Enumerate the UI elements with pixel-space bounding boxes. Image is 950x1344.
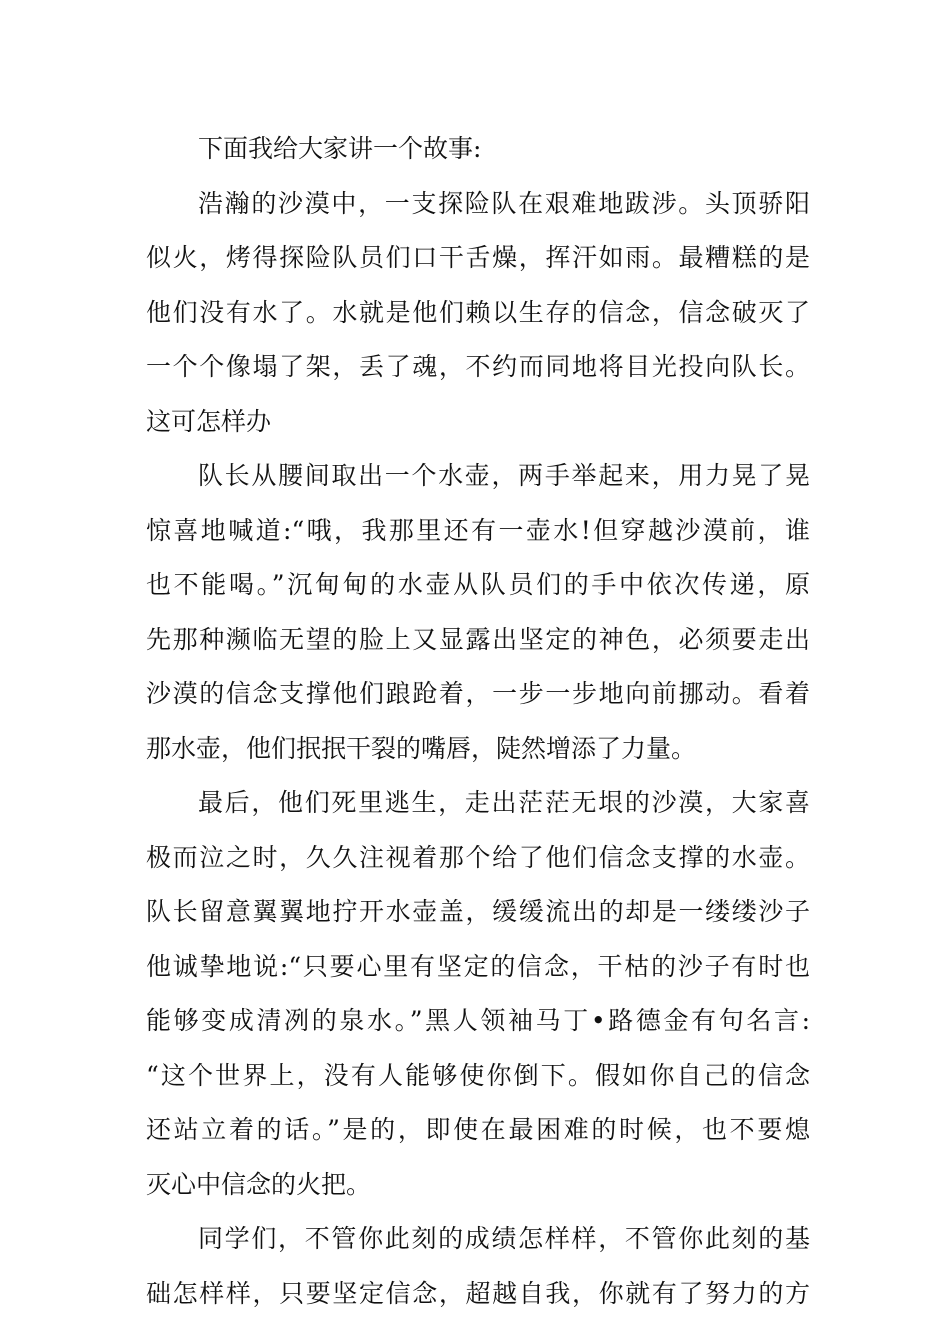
text-line: 极而泣之时，久久注视着那个给了他们信念支撑的水壶。 bbox=[146, 842, 810, 872]
text-line: 沙漠的信念支撑他们踉跄着，一步一步地向前挪动。看着 bbox=[146, 679, 810, 708]
text-line: 灭心中信念的火把。 bbox=[146, 1169, 372, 1199]
text-line: 先那种濒临无望的脸上又显露出坚定的神色，必须要走出 bbox=[146, 624, 810, 654]
text-line: 一个个像塌了架，丢了魂，不约而同地将目光投向队长。 bbox=[146, 352, 810, 381]
text-line: 还站立着的话。”是的，即使在最困难的时候，也不要熄 bbox=[146, 1115, 810, 1144]
text-line: “这个世界上，没有人能够使你倒下。假如你自己的信念 bbox=[146, 1060, 810, 1090]
paragraph-classmates bbox=[146, 1212, 810, 1321]
text-line: 浩瀚的沙漠中，一支探险队在艰难地跋涉。头顶骄阳 bbox=[198, 188, 810, 218]
text-line: 也不能喝。”沉甸甸的水壶从队员们的手中依次传递，原 bbox=[146, 570, 810, 599]
text-line: 能够变成清冽的泉水。”黑人领袖马丁•路德金有句名言: bbox=[146, 1006, 810, 1035]
text-line: 惊喜地喊道:“哦，我那里还有一壶水!但穿越沙漠前，谁 bbox=[146, 515, 810, 545]
text-line: 同学们，不管你此刻的成绩怎样样，不管你此刻的基 bbox=[198, 1224, 810, 1253]
text-line: 他诚挚地说:“只要心里有坚定的信念，干枯的沙子有时也 bbox=[146, 951, 810, 981]
body-text bbox=[146, 122, 810, 1321]
paragraph-escape bbox=[146, 776, 810, 1212]
text-line: 础怎样样，只要坚定信念，超越自我，你就有了努力的方 bbox=[146, 1278, 810, 1308]
text-line: 他们没有水了。水就是他们赖以生存的信念，信念破灭了 bbox=[146, 297, 810, 327]
paragraph-water-flask bbox=[146, 449, 810, 776]
text-line: 下面我给大家讲一个故事: bbox=[198, 134, 482, 163]
text-line: 最后，他们死里逃生，走出茫茫无垠的沙漠，大家喜 bbox=[198, 788, 810, 817]
text-line: 似火，烤得探险队员们口干舌燥，挥汗如雨。最糟糕的是 bbox=[146, 243, 810, 272]
paragraph-intro bbox=[146, 122, 810, 177]
text-line: 这可怎样办 bbox=[146, 406, 272, 436]
text-line: 队长留意翼翼地拧开水壶盖，缓缓流出的却是一缕缕沙子 bbox=[146, 897, 810, 926]
text-line: 那水壶，他们抿抿干裂的嘴唇，陡然增添了力量。 bbox=[146, 733, 697, 763]
text-line: 队长从腰间取出一个水壶，两手举起来，用力晃了晃 bbox=[198, 461, 810, 490]
paragraph-desert bbox=[146, 177, 810, 450]
